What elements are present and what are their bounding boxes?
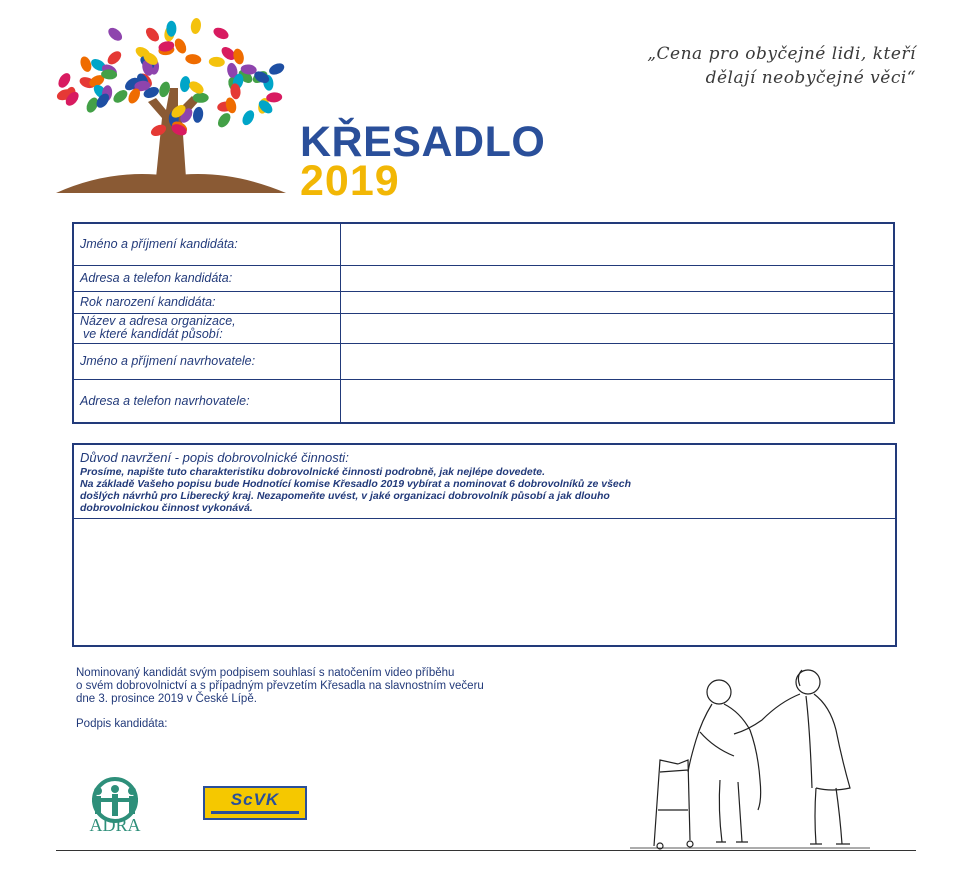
hand-leaf [190,18,202,35]
organization-field[interactable] [341,313,895,343]
hand-leaf [193,93,209,103]
organization-label-line-2: ve které kandidát působí: [83,327,223,341]
reason-instructions [74,445,895,519]
candidate-name-field[interactable] [341,223,895,265]
instruction-line-2: Na základě Vašeho popisu bude Hodnotící komise Křesadlo 2019 vybírat a nominovat 6 dobrovolníků ze všech [80,478,632,490]
hand-leaf [208,56,225,67]
nomination-reason-box [72,443,897,647]
candidate-form-table [72,222,895,424]
hand-leaf [78,55,93,73]
scvk-logo [203,786,307,820]
hand-leaf [143,25,161,44]
consent-statement [76,667,676,706]
bottom-divider [56,850,916,851]
candidate-address-field[interactable] [341,265,895,291]
form-row [73,343,894,379]
reason-title: Důvod navržení - popis dobrovolnické činnosti: [80,450,349,465]
form-row [73,223,894,265]
hand-leaf [232,48,246,66]
form-row [73,313,894,343]
adra-wordmark: ADRA [89,815,141,835]
form-row [73,291,894,313]
hand-leaf [106,25,125,43]
birth-year-field[interactable] [341,291,895,313]
organization-label [73,313,341,343]
brand-title: KŘESADLO [300,118,546,166]
reason-instructions-text [80,466,889,514]
consent-line-2: o svém dobrovolnictví a s případným převzetím Křesadla na slavnostním večeru [76,680,484,692]
consent-line-1: Nominovaný kandidát svým podpisem souhlasí s natočením video příběhu [76,667,455,679]
hand-leaf [56,71,73,90]
instruction-line-1: Prosíme, napište tuto charakteristiku dobrovolnické činnosti podrobně, jak nejlépe dovedete. [80,466,546,478]
hand-leaf [185,53,202,65]
hand-leaf [172,37,188,56]
hand-leaf [215,111,232,130]
instruction-line-3: došlých návrhů pro Liberecký kraj. Nezapomeňte uvést, v jaké organizaci dobrovolník působí a jak dlouho [80,490,610,502]
organization-label-line-1: Název a adresa organizace, [80,314,236,328]
signature-label: Podpis kandidáta: [76,718,168,730]
hand-leaf [179,76,191,93]
nominator-address-label: Adresa a telefon navrhovatele: [73,379,341,423]
nominator-address-field[interactable] [341,379,895,423]
hand-leaf [192,106,204,123]
candidate-name-label: Jméno a příjmení kandidáta: [73,223,341,265]
tree-of-hands-logo [52,18,290,198]
hand-leaf [267,61,286,77]
motto-line-2: dělají neobyčejné věci“ [705,68,916,88]
hand-leaf [105,49,124,67]
motto-quote [560,42,916,90]
hand-leaf [111,87,130,105]
brand-year: 2019 [300,157,400,205]
hand-leaf [166,21,176,37]
consent-line-3: dne 3. prosince 2019 v České Lípě. [76,693,257,705]
caregiver-walker-illustration [630,660,870,855]
instruction-line-4: dobrovolnickou činnost vykonává. [80,502,253,514]
nominator-name-label: Jméno a příjmení navrhovatele: [73,343,341,379]
reason-text-field[interactable] [74,519,895,643]
candidate-address-label: Adresa a telefon kandidáta: [73,265,341,291]
form-row [73,379,894,423]
hand-leaf [240,108,257,127]
birth-year-label: Rok narození kandidáta: [73,291,341,313]
motto-line-1: „Cena pro obyčejné lidi, kteří [647,44,916,64]
hand-leaf [212,25,231,41]
scvk-underline [211,811,299,814]
scvk-wordmark: ScVK [230,790,280,809]
nominator-name-field[interactable] [341,343,895,379]
form-row [73,265,894,291]
